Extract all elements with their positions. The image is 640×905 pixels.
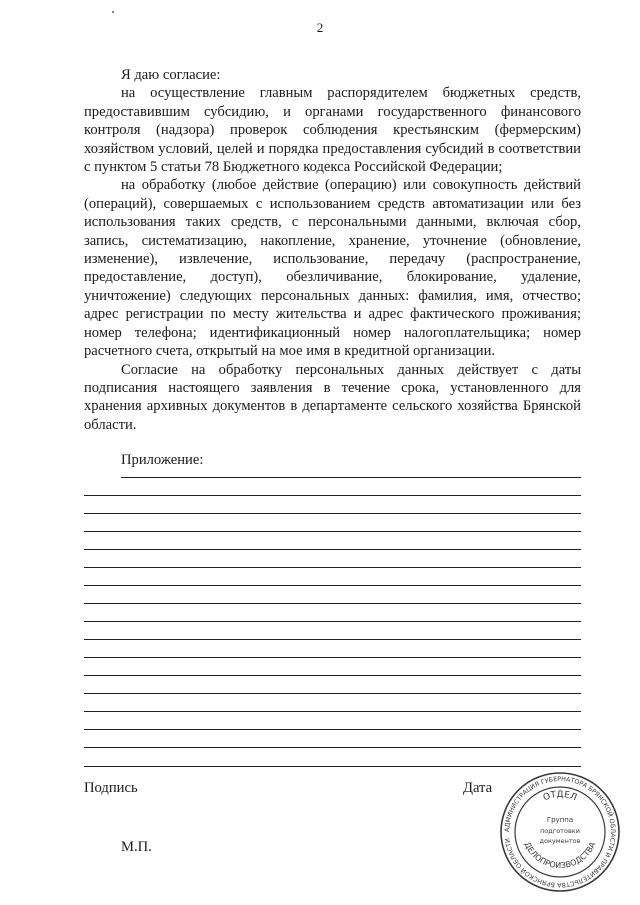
attachment-line: [84, 693, 581, 694]
date-label: Дата: [463, 780, 493, 796]
attachment-line: [84, 711, 581, 712]
consent-clause-personal-data: на обработку (любое действие (операцию) или совокупность действий (операций), совершаемых с использованием средств автоматизации или без использования таких средств, с персональными данными, включая сбор, запись, систематизацию, накопление, хранение, уточнение (обновление, изменение), извлечение, использование, передачу (распространение, предоставление, доступ), обезличивание, блокирование, удаление, уничтожение) следующих персональных данных: фамилия, имя, отчество; адрес регистрации по месту жительства и адрес фактического проживания; номер телефона; идентификационный номер налогоплательщика; номер расчетного счета, открытый на мое имя в кредитной организации.: [84, 177, 581, 360]
attachment-line: [84, 549, 581, 550]
consent-text: [84, 66, 581, 434]
consent-validity-clause: Согласие на обработку персональных данных действует с даты подписания настоящего заявления в течение срока, установленного для хранения архивных документов в департаменте сельского хозяйства Брянской области.: [84, 361, 581, 433]
attachment-line: [84, 531, 581, 532]
consent-clause-inspection: на осуществление главным распорядителем бюджетных средств, предоставившим субсидию, и органами государственного финансового контроля (надзора) проверок соблюдения крестьянским (фермерским) хозяйством условий, целей и порядка предоставления субсидий в соответствии с пунктом 5 статьи 78 Бюджетного кодекса Российской Федерации;: [84, 85, 581, 176]
stamp-inner-line: документов: [539, 837, 581, 845]
attachment-line: [84, 639, 581, 640]
stamp-lower-text: ДЕЛОПРОИЗВОДСТВА: [522, 840, 598, 871]
attachment-label: Приложение:: [121, 452, 204, 468]
stamp-ring-text: АДМИНИСТРАЦИЯ ГУБЕРНАТОРА БРЯНСКОЙ ОБЛАСТИ И ПРАВИТЕЛЬСТВА БРЯНСКОЙ ОБЛАСТИ: [503, 775, 617, 889]
attachment-line: [84, 766, 581, 767]
attachment-line: [121, 477, 581, 478]
attachment-line: [84, 675, 581, 676]
attachment-line: [84, 621, 581, 622]
stamp-upper-text: ОТДЕЛ: [541, 789, 579, 804]
stamp-inner-line: подготовки: [540, 827, 580, 835]
attachment-line: [84, 603, 581, 604]
scan-artifact: [112, 11, 114, 13]
office-stamp: [498, 770, 622, 894]
attachment-line: [84, 585, 581, 586]
signature-label: Подпись: [84, 780, 138, 796]
attachment-line: [84, 513, 581, 514]
stamp-inner-line: Группа: [546, 816, 574, 824]
attachment-line: [84, 657, 581, 658]
consent-intro: Я даю согласие:: [121, 67, 221, 83]
attachment-line: [84, 495, 581, 496]
attachment-line: [84, 567, 581, 568]
attachment-line: [84, 729, 581, 730]
page-number: 2: [316, 20, 324, 35]
attachment-line: [84, 747, 581, 748]
seal-place-label: М.П.: [121, 839, 152, 855]
